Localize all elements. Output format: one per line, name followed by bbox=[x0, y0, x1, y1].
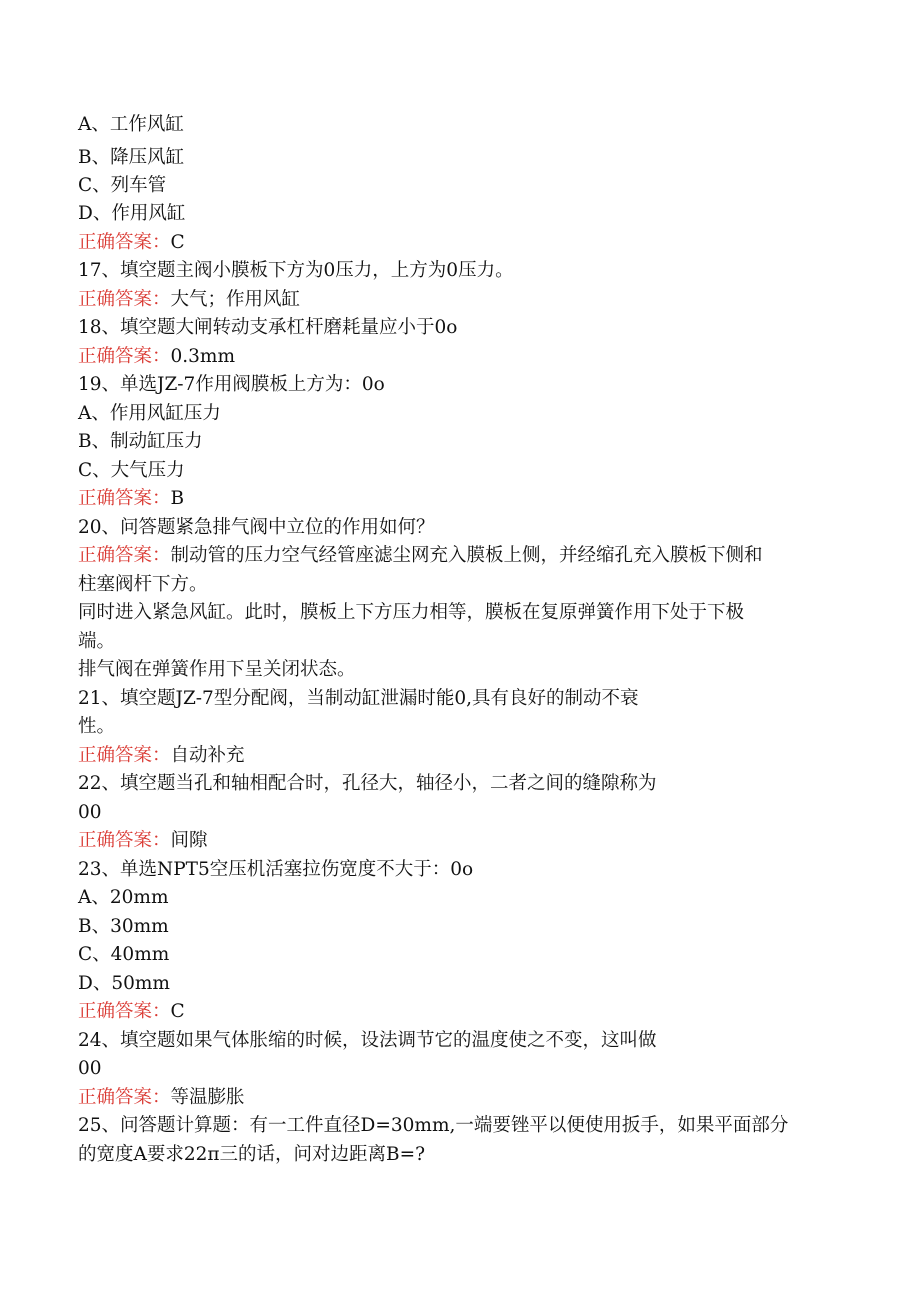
answer-value: 等温膨胀 bbox=[170, 1087, 245, 1108]
option-line: B、制动缸压力 bbox=[78, 431, 203, 452]
question-line: 19、单选JZ-7作用阀膜板上方为：0o bbox=[78, 374, 385, 395]
text-line: 性。 bbox=[78, 716, 116, 737]
option-line: C、列车管 bbox=[78, 175, 167, 196]
answer-line bbox=[78, 230, 185, 256]
answer-label: 正确答案： bbox=[78, 545, 171, 566]
answer-label: 正确答案： bbox=[78, 346, 171, 367]
answer-label: 正确答案： bbox=[78, 1087, 171, 1108]
answer-label: 正确答案： bbox=[78, 745, 171, 766]
answer-line bbox=[78, 543, 763, 569]
option-line: B、30mm bbox=[78, 916, 169, 937]
answer-label: 正确答案： bbox=[78, 1001, 171, 1022]
question-line: 17、填空题主阀小膜板下方为0压力，上方为0压力。 bbox=[78, 260, 514, 281]
answer-line bbox=[78, 743, 245, 769]
answer-value: C bbox=[170, 232, 185, 253]
question-line: 20、问答题紧急排气阀中立位的作用如何？ bbox=[78, 517, 435, 538]
answer-value: 0.3mm bbox=[170, 346, 236, 367]
answer-line bbox=[78, 828, 208, 854]
answer-value: 间隙 bbox=[170, 830, 208, 851]
option-line: A、20mm bbox=[78, 887, 169, 908]
option-line: A、工作风缸 bbox=[78, 114, 184, 135]
question-line: 23、单选NPT5空压机活塞拉伤宽度不大于：0o bbox=[78, 859, 474, 880]
option-line: C、大气压力 bbox=[78, 460, 185, 481]
answer-line bbox=[78, 1085, 245, 1111]
text-line: 端。 bbox=[78, 631, 116, 652]
question-line: 22、填空题当孔和轴相配合时，孔径大，轴径小，二者之间的缝隙称为 bbox=[78, 773, 657, 794]
text-line: 的宽度A要求22π三的话，问对边距离B=? bbox=[78, 1144, 426, 1165]
answer-value: 自动补充 bbox=[170, 745, 245, 766]
text-line: 柱塞阀杆下方。 bbox=[78, 574, 208, 595]
text-line: 00 bbox=[78, 802, 102, 823]
answer-line bbox=[78, 344, 235, 370]
option-line: D、作用风缸 bbox=[78, 203, 186, 224]
text-line: 排气阀在弹簧作用下呈关闭状态。 bbox=[78, 659, 356, 680]
option-line: D、50mm bbox=[78, 973, 170, 994]
answer-label: 正确答案： bbox=[78, 289, 171, 310]
answer-value: B bbox=[170, 488, 185, 509]
question-line: 25、问答题计算题：有一工件直径D=30mm,一端要锉平以便使用扳手，如果平面部分 bbox=[78, 1115, 789, 1136]
answer-label: 正确答案： bbox=[78, 232, 171, 253]
question-line: 24、填空题如果气体胀缩的时候，设法调节它的温度使之不变，这叫做 bbox=[78, 1030, 657, 1051]
answer-value: 制动管的压力空气经管座滤尘网充入膜板上侧，并经缩孔充入膜板下侧和 bbox=[170, 545, 763, 566]
text-line: 同时进入紧急风缸。此时，膜板上下方压力相等，膜板在复原弹簧作用下处于下极 bbox=[78, 602, 745, 623]
option-line: A、作用风缸压力 bbox=[78, 403, 221, 424]
option-line: C、40mm bbox=[78, 944, 170, 965]
option-line: B、降压风缸 bbox=[78, 147, 185, 168]
answer-line bbox=[78, 287, 300, 313]
answer-label: 正确答案： bbox=[78, 830, 171, 851]
question-line: 18、填空题大闸转动支承杠杆磨耗量应小于0o bbox=[78, 317, 458, 338]
answer-line bbox=[78, 999, 185, 1025]
answer-value: 大气；作用风缸 bbox=[170, 289, 301, 310]
answer-label: 正确答案： bbox=[78, 488, 171, 509]
answer-line bbox=[78, 486, 184, 512]
text-line: 00 bbox=[78, 1058, 102, 1079]
question-line: 21、填空题JZ-7型分配阀，当制动缸泄漏时能0,具有良好的制动不衰 bbox=[78, 688, 639, 709]
answer-value: C bbox=[170, 1001, 185, 1022]
